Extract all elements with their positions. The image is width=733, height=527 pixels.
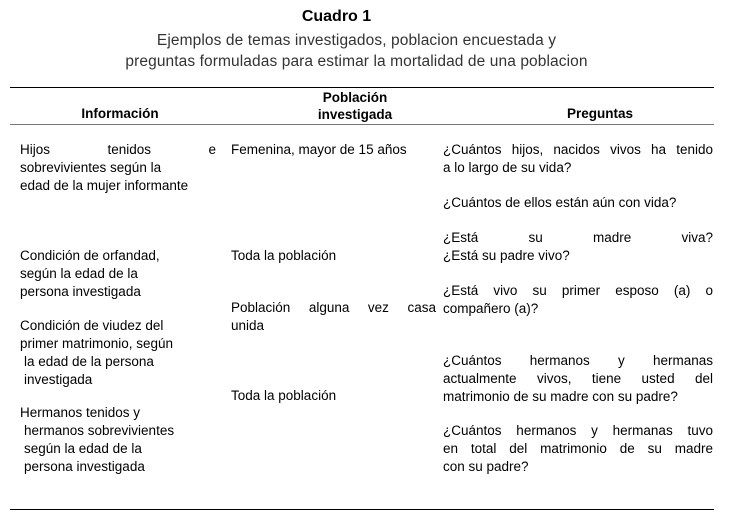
pregunta-padre: ¿Está su padre vivo?: [443, 248, 570, 263]
pregunta-hijos-nacidos-line2: a lo largo de su vida?: [443, 160, 572, 175]
pregunta-esposo-line1: ¿Está vivo su primer esposo (a) o: [443, 283, 713, 298]
pregunta-esposo-line2: compañero (a)?: [443, 301, 539, 316]
info-viudez-line3: la edad de la persona: [24, 354, 154, 369]
poblacion-toda-1: Toda la población: [231, 248, 337, 263]
pregunta-hermanos-total-line2: en total del matrimonio de su madre: [443, 441, 713, 456]
poblacion-casada: [231, 299, 436, 335]
info-orfandad-line3: persona investigada: [20, 284, 141, 299]
pregunta-esposo: [443, 282, 713, 318]
info-orfandad-line2: según la edad de la: [20, 266, 138, 281]
poblacion-casada-line2: unida: [231, 318, 265, 333]
pregunta-hermanos-vivos-line2: actualmente vivos, tiene usted del: [443, 371, 713, 386]
info-viudez-line4: investigada: [24, 372, 93, 387]
poblacion-casada-line1: Población alguna vez casa: [231, 300, 436, 315]
table-title: Cuadro 1: [301, 8, 372, 25]
table-subtitle-line2: preguntas formuladas para estimar la mortalidad de una poblacion: [125, 53, 588, 70]
pregunta-hermanos-vivos-line3: matrimonio de su madre con su padre?: [443, 389, 678, 404]
info-hermanos-line2: hermanos sobrevivientes: [24, 423, 175, 438]
pregunta-hermanos-total-line1: ¿Cuántos hermanos y hermanas tuvo: [443, 423, 713, 438]
pregunta-hijos-nacidos: [443, 141, 713, 177]
info-orfandad-line1: Condición de orfandad,: [20, 248, 160, 263]
poblacion-toda-2: Toda la población: [231, 388, 337, 403]
poblacion-femenina: Femenina, mayor de 15 años: [231, 142, 407, 157]
pregunta-hermanos-total: [443, 422, 713, 476]
pregunta-madre: ¿Está su madre viva?: [443, 230, 713, 245]
info-hermanos-line4: persona investigada: [24, 459, 145, 474]
info-hermanos: [20, 404, 216, 476]
pregunta-padres: [443, 229, 713, 265]
pregunta-hermanos-total-line3: con su padre?: [443, 459, 529, 474]
column-header-poblacion: [255, 89, 455, 123]
info-viudez-line2: primer matrimonio, según: [20, 336, 174, 351]
info-hijos-line2: sobrevivientes según la: [20, 160, 162, 175]
pregunta-hermanos-vivos-line1: ¿Cuántos hermanos y hermanas: [443, 353, 713, 368]
pregunta-hermanos-vivos: [443, 352, 713, 406]
column-header-preguntas: Preguntas: [566, 106, 634, 121]
info-hermanos-line3: según la edad de la: [24, 441, 142, 456]
info-hermanos-line1: Hermanos tenidos y: [20, 405, 141, 420]
bottom-rule: [10, 509, 714, 510]
info-hijos: [20, 141, 216, 195]
info-hijos-line1: Hijos tenidos e: [20, 142, 216, 157]
info-viudez-line1: Condición de viudez del: [20, 318, 164, 333]
info-orfandad: [20, 247, 216, 301]
pregunta-hijos-nacidos-line1: ¿Cuántos hijos, nacidos vivos ha tenido: [443, 142, 713, 157]
top-rule: [10, 87, 714, 88]
info-viudez: [20, 317, 216, 389]
column-header-poblacion-line2: investigada: [317, 107, 393, 122]
table-subtitle-line1: Ejemplos de temas investigados, poblacion encuestada y: [156, 32, 557, 49]
header-rule: [10, 124, 714, 125]
info-hijos-line3: edad de la mujer informante: [20, 178, 189, 193]
column-header-poblacion-line1: Población: [322, 90, 388, 105]
pregunta-hijos-vivos: ¿Cuántos de ellos están aún con vida?: [443, 195, 677, 210]
column-header-informacion: Información: [81, 106, 159, 121]
